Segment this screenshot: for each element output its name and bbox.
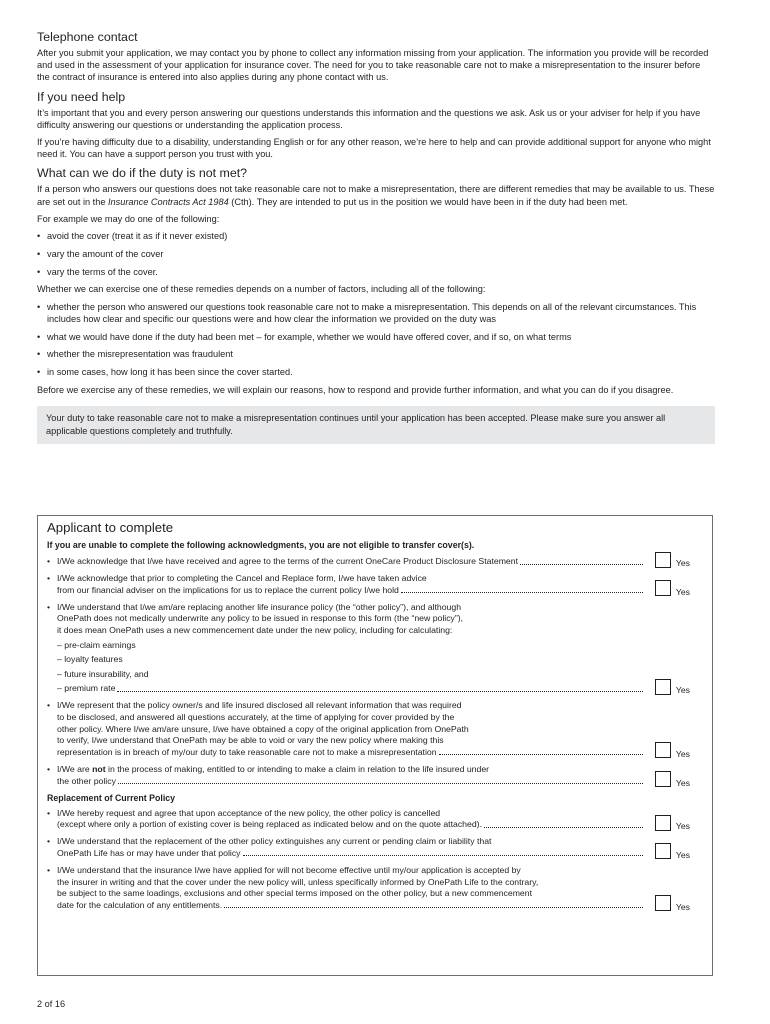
duty-factors-intro: Whether we can exercise one of these remedies depends on a number of factors, including all of the following: — [37, 284, 486, 295]
factors-list — [37, 301, 715, 379]
checkbox-effective-date[interactable] — [655, 895, 671, 911]
eligibility-warning: If you are unable to complete the following acknowledgments, you are not eligible to transfer cover(s). — [47, 540, 475, 550]
duty-paragraph-1: If a person who answers our questions does not take reasonable care not to make a misrepresentation, there are different remedies that may be available to us. These are set out in the Insurance Contracts Act 1984 (Cth). They are intended to put us in the position we would have been in if the duty had been met. — [37, 184, 715, 207]
acknowledgment-cancel-request: • I/We hereby request and agree that upon acceptance of the new policy, the other policy is cancelled (except where only a portion of existing cover is being replaced as indicated below and on the quote attached). Yes — [47, 808, 703, 831]
list-item: • in some cases, how long it has been since the cover started. — [37, 366, 715, 378]
applicant-section — [37, 515, 713, 976]
yes-label: Yes — [675, 685, 690, 696]
yes-label: Yes — [675, 821, 690, 832]
duty-notice-box: Your duty to take reasonable care not to make a misrepresentation continues until your application has been accepted. Please make sure you answer all applicable questions completely and truthfully. — [37, 406, 715, 444]
remedies-list — [37, 230, 715, 278]
page-content — [37, 30, 715, 444]
acknowledgment-no-claim: • I/We are not in the process of making, entitled to or intending to make a claim in relation to the life insured under the other policy Yes — [47, 764, 703, 787]
section-heading-telephone: Telephone contact — [37, 30, 138, 44]
acknowledgment-advice: • I/We acknowledge that prior to completing the Cancel and Replace form, I/we have taken advice from our financial adviser on the implications for us to replace the current policy I/we hold Yes — [47, 573, 703, 596]
duty-example-intro: For example we may do one of the following: — [37, 213, 220, 224]
list-item: • vary the terms of the cover. — [37, 266, 715, 278]
yes-label: Yes — [675, 748, 690, 759]
acknowledgment-disclosure: • I/We represent that the policy owner/s and life insured disclosed all relevant information that was required to be disclosed, and answered all questions accurately, at the time of applying for cover provided by the other policy. Where I/we am/are unsure, I/we have obtained a copy of the original application from OnePath to verify, I/we understand that OnePath may be able to void or vary the new policy where making this representation is in breach of my/our duty to take reasonable care not to make a misrepresentation Yes — [47, 700, 703, 758]
help-paragraph-2: If you’re having difficulty due to a disability, understanding English or for any other reason, we’re here to help and can provide additional support for anyone who might need it. You can have a support person you trust with you. — [37, 137, 711, 160]
list-item: • vary the amount of the cover — [37, 248, 715, 260]
list-item: • whether the person who answered our questions took reasonable care not to make a misrepresentation. This depends on all of the relevant circumstances. This includes how clear and specific our questions were and how clear the information we provided on the duty was — [37, 301, 715, 325]
replacement-heading: Replacement of Current Policy — [47, 792, 176, 803]
acknowledgment-replacing: • I/We understand that I/we am/are replacing another life insurance policy (the “other policy”), and although OnePath does not medically underwrite any policy to be issued in response to this form (the “new policy”), it does mean OnePath uses a new commencement date under the new policy, including for calculating: – pre-claim earnings – loyalty features – future insurability, and – premium rate Yes — [47, 602, 703, 695]
section-heading-duty: What can we do if the duty is not met? — [37, 166, 248, 181]
checkbox-no-claim[interactable] — [655, 771, 671, 787]
checkbox-cancel-request[interactable] — [655, 815, 671, 831]
acknowledgment-pds: • I/We acknowledge that I/we have received and agree to the terms of the current OneCare Product Disclosure Statement Yes — [47, 556, 703, 568]
acknowledgment-effective-date: • I/We understand that the insurance I/we have applied for will not become effective until my/our application is accepted by the insurer in writing and that the cover under the new policy will, unless specifically informed by OnePath Life to the contrary, be subject to the same loadings, exclusions and other special terms imposed on the other policy, but a new commencement date for the calculation of any entitlements. Yes — [47, 865, 703, 911]
checkbox-pds[interactable] — [655, 552, 671, 568]
yes-label: Yes — [675, 901, 690, 912]
duty-closing: Before we exercise any of these remedies, we will explain our reasons, how to respond and provide further information, and what you can do if you disagree. — [37, 385, 674, 396]
checkbox-replacing[interactable] — [655, 679, 671, 695]
section-heading-help: If you need help — [37, 89, 126, 104]
list-item: • what we would have done if the duty had been met – for example, whether we would have offered cover, and if so, on what terms — [37, 331, 715, 343]
acknowledgment-extinguish-claims: • I/We understand that the replacement of the other policy extinguishes any current or pending claim or liability that OnePath Life has or may have under that policy Yes — [47, 836, 703, 859]
telephone-body: After you submit your application, we may contact you by phone to collect any information missing from your application. The information you provide will be recorded and used in the assessment of your application for insurance cover. The need for you to take reasonable care not to make a misrepresentation to the insurer before the contract of insurance is entered into also applies during any phone contact with us. — [37, 48, 709, 83]
applicant-heading: Applicant to complete — [47, 520, 174, 535]
page-number: 2 of 16 — [37, 999, 66, 1009]
yes-label: Yes — [675, 558, 690, 568]
yes-label: Yes — [675, 586, 690, 597]
list-item: • avoid the cover (treat it as if it never existed) — [37, 230, 715, 242]
yes-label: Yes — [675, 849, 690, 860]
list-item: • whether the misrepresentation was fraudulent — [37, 348, 715, 360]
help-paragraph-1: It’s important that you and every person answering our questions understands this information and the questions we ask. Ask us or your adviser for help if you have difficulty answering our questions or understanding the application process. — [37, 107, 701, 130]
checkbox-extinguish-claims[interactable] — [655, 843, 671, 859]
checkbox-disclosure[interactable] — [655, 742, 671, 758]
checkbox-advice[interactable] — [655, 580, 671, 596]
yes-label: Yes — [675, 777, 690, 788]
